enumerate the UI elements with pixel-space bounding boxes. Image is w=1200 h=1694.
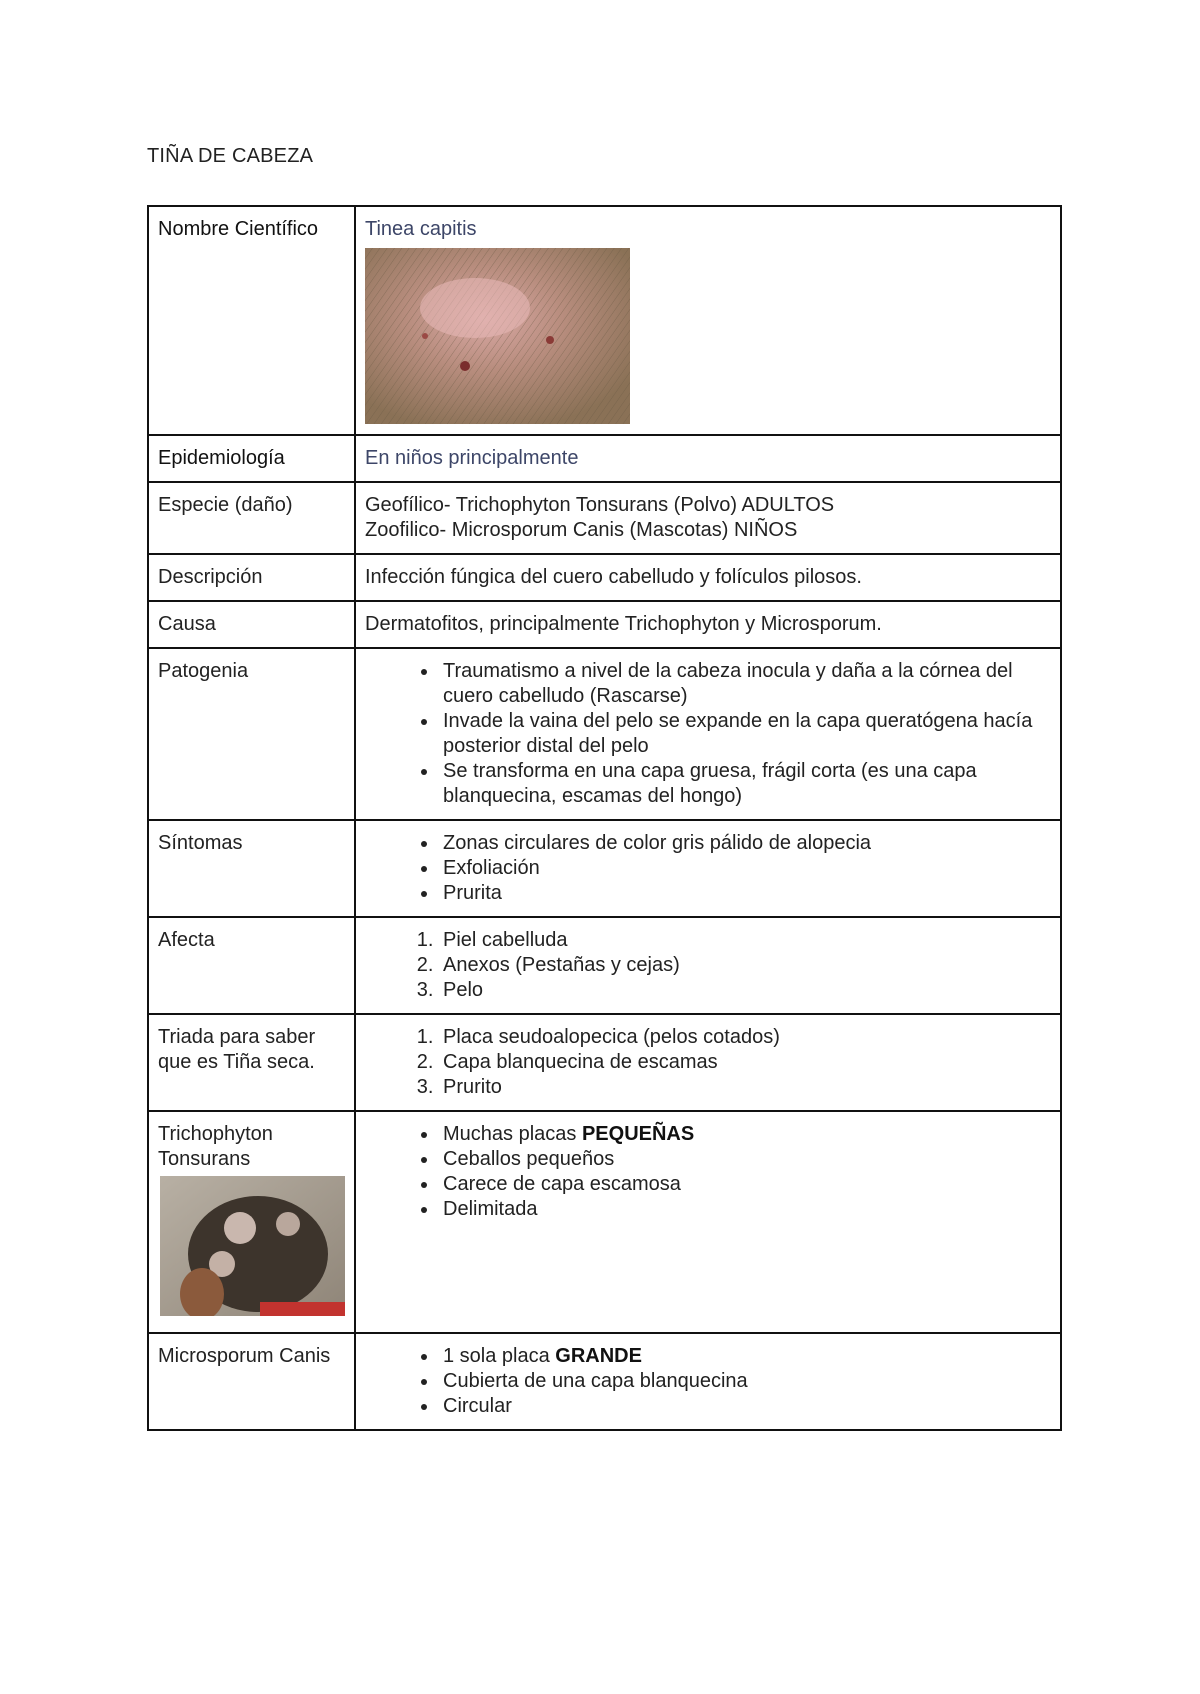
row-label: Especie (daño) — [148, 482, 355, 554]
emphasis-text: GRANDE — [555, 1345, 642, 1367]
row-value — [355, 648, 1061, 820]
table-row — [148, 917, 1061, 1014]
table-row — [148, 820, 1061, 917]
row-value — [355, 482, 1061, 554]
row-label — [148, 1111, 355, 1333]
table-row — [148, 554, 1061, 601]
list-item: • Circular — [439, 1394, 1052, 1419]
bullet-list — [365, 659, 1052, 809]
numbered-list — [365, 928, 1052, 1003]
table-row — [148, 648, 1061, 820]
emphasis-text: PEQUEÑAS — [581, 1123, 695, 1145]
list-item: • Carece de capa escamosa — [439, 1172, 1052, 1197]
row-value — [355, 206, 1061, 435]
list-item — [439, 1344, 1052, 1369]
row-label: Microsporum Canis — [148, 1333, 355, 1430]
row-label: Síntomas — [148, 820, 355, 917]
species-line: Geofílico- Trichophyton Tonsurans (Polvo) ADULTOS — [365, 494, 835, 516]
row-value — [355, 917, 1061, 1014]
scalp-photo — [365, 248, 1052, 424]
list-item: • Delimitada — [439, 1197, 1052, 1222]
item-text: Muchas placas — [443, 1123, 582, 1145]
row-label: Nombre Científico — [148, 206, 355, 435]
row-value: Infección fúngica del cuero cabelludo y folículos pilosos. — [355, 554, 1061, 601]
list-item: • Se transforma en una capa gruesa, frágil corta (es una capa blanquecina, escamas del hongo) — [439, 759, 1052, 809]
child-scalp-photo — [160, 1176, 345, 1316]
item-text: 1 sola placa — [443, 1345, 556, 1367]
row-value — [355, 820, 1061, 917]
numbered-list — [365, 1025, 1052, 1100]
table-row — [148, 601, 1061, 648]
table-row — [148, 482, 1061, 554]
species-line: Zoofilico- Microsporum Canis (Mascotas) NIÑOS — [365, 519, 798, 541]
list-item: • Zonas circulares de color gris pálido de alopecia — [439, 831, 1052, 856]
bullet-list — [365, 1344, 1052, 1419]
table-row — [148, 435, 1061, 482]
list-item: • Invade la vaina del pelo se expande en la capa queratógena hacía posterior distal del pelo — [439, 709, 1052, 759]
list-item: 2. Capa blanquecina de escamas — [439, 1050, 1052, 1075]
row-value: Dermatofitos, principalmente Trichophyton y Microsporum. — [355, 601, 1061, 648]
list-item: • Exfoliación — [439, 856, 1052, 881]
table-row — [148, 1014, 1061, 1111]
list-item: 3. Prurito — [439, 1075, 1052, 1100]
list-item: 2. Anexos (Pestañas y cejas) — [439, 953, 1052, 978]
scalp-photo-image — [365, 248, 630, 424]
row-label: Descripción — [148, 554, 355, 601]
bullet-list — [365, 831, 1052, 906]
list-item: 1. Piel cabelluda — [439, 928, 1052, 953]
bullet-list — [365, 1122, 1052, 1222]
row-label: Epidemiología — [148, 435, 355, 482]
list-item: 3. Pelo — [439, 978, 1052, 1003]
list-item: • Prurita — [439, 881, 1052, 906]
row-label: Causa — [148, 601, 355, 648]
row-label: Patogenia — [148, 648, 355, 820]
table-row — [148, 1333, 1061, 1430]
table-row — [148, 1111, 1061, 1333]
document-title: TIÑA DE CABEZA — [147, 145, 314, 167]
scientific-name: Tinea capitis — [365, 218, 477, 240]
row-label: Triada para saber que es Tiña seca. — [148, 1014, 355, 1111]
list-item — [439, 1122, 1052, 1147]
row-label: Afecta — [148, 917, 355, 1014]
row-value: En niños principalmente — [355, 435, 1061, 482]
list-item: 1. Placa seudoalopecica (pelos cotados) — [439, 1025, 1052, 1050]
row-value — [355, 1014, 1061, 1111]
list-item: • Ceballos pequeños — [439, 1147, 1052, 1172]
list-item: • Traumatismo a nivel de la cabeza inocula y daña a la córnea del cuero cabelludo (Rascarse) — [439, 659, 1052, 709]
row-value — [355, 1111, 1061, 1333]
row-value — [355, 1333, 1061, 1430]
list-item: • Cubierta de una capa blanquecina — [439, 1369, 1052, 1394]
row-label-text: Trichophyton Tonsurans — [158, 1123, 273, 1170]
info-table — [147, 205, 1062, 1431]
table-row — [148, 206, 1061, 435]
